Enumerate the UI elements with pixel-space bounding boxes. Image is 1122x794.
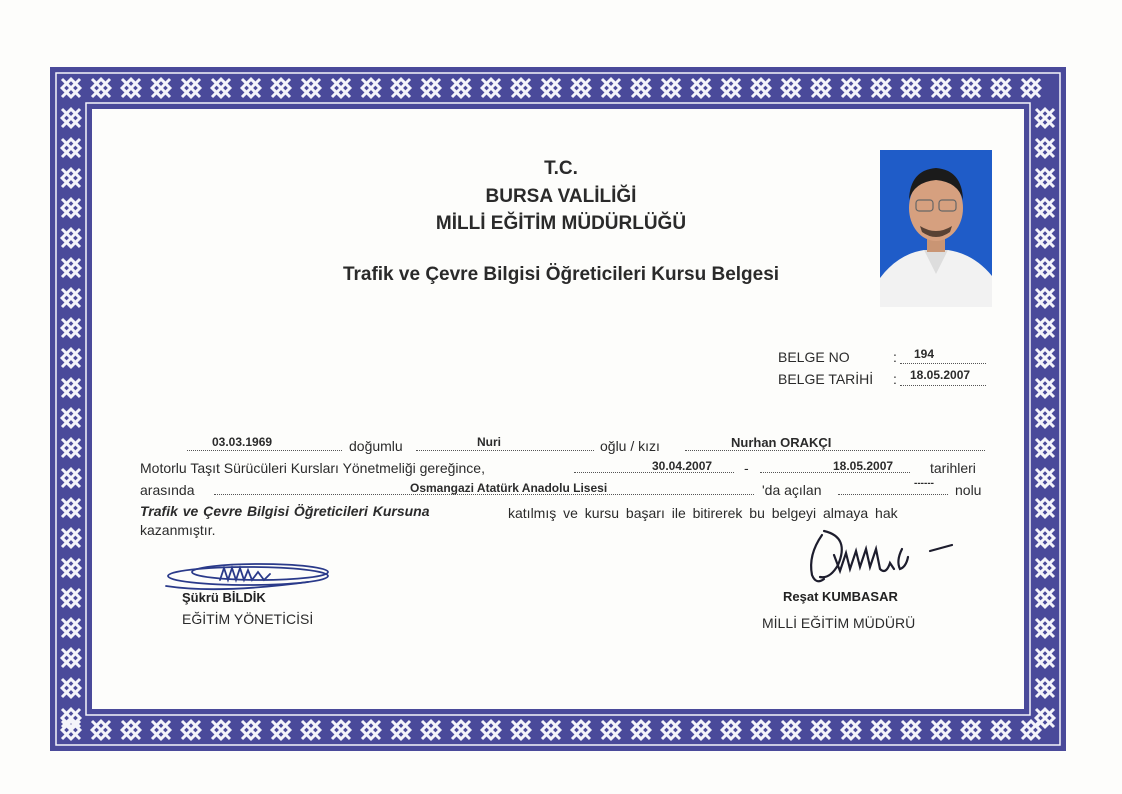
school-value: Osmangazi Atatürk Anadolu Lisesi [410,481,608,495]
header-bursa-valiligi: BURSA VALİLİĞİ [485,186,637,207]
start-date-value: 30.04.2007 [652,459,713,473]
header-milli-egitim: MİLLİ EĞİTİM MÜDÜRLÜĞÜ [435,213,687,234]
text-regulation: Motorlu Taşıt Sürücüleri Kursları Yönetmeliği gereğince, [140,460,485,476]
text-dash: - [744,460,749,476]
left-signatory-title: EĞİTİM YÖNETİCİSİ [182,611,314,627]
text-completion: katılmış ve kursu başarı ile bitirerek bu belgeyi almaya hak [508,505,898,521]
person-name-dotted-line [685,450,985,451]
left-signatory-name: Şükrü BİLDİK [182,590,266,605]
belge-no-dotted-line [900,363,986,364]
belge-tarihi-value: 18.05.2007 [910,368,971,382]
belge-tarihi-separator: : [893,371,897,387]
text-oglu-kizi: oğlu / kızı [600,438,660,454]
birth-date-value: 03.03.1969 [212,435,273,449]
person-name-value: Nurhan ORAKÇI [731,435,832,450]
text-da-acilan: 'da açılan [762,482,822,498]
text-dogumlu: doğumlu [349,438,403,454]
text-nolu: nolu [955,482,982,498]
belge-tarihi-dotted-line [900,385,986,386]
course-no-value: ------ [914,478,934,489]
text-arasinda: arasında [140,482,195,498]
father-name-value: Nuri [477,435,501,449]
right-signature-image [790,527,970,592]
course-no-dotted-line [838,494,948,495]
belge-tarihi-label: BELGE TARİHİ [778,371,874,387]
text-tarihleri: tarihleri [930,460,976,476]
course-name: Trafik ve Çevre Bilgisi Öğreticileri Kursuna [140,503,430,519]
end-date-value: 18.05.2007 [833,459,894,473]
text-kazanmistir: kazanmıştır. [140,522,216,538]
right-signatory-name: Reşat KUMBASAR [783,589,898,604]
right-signatory-title: MİLLİ EĞİTİM MÜDÜRÜ [762,615,916,631]
birth-date-dotted-line [187,450,342,451]
belge-no-label: BELGE NO [778,349,850,365]
certificate-title: Trafik ve Çevre Bilgisi Öğreticileri Kursu Belgesi [342,264,780,285]
father-name-dotted-line [416,450,594,451]
belge-no-separator: : [893,349,897,365]
header-tc: T.C. [544,158,578,179]
belge-no-value: 194 [914,347,935,361]
portrait-photo [880,150,992,307]
